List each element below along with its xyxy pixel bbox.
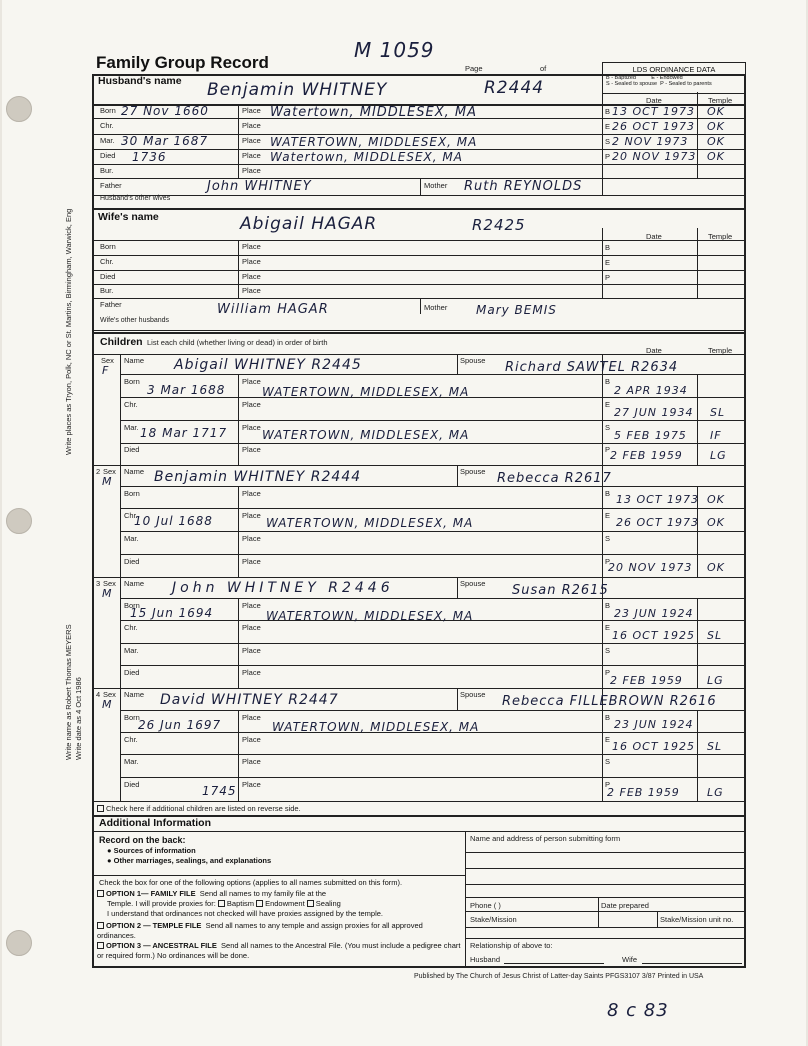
child3-chr-label: Chr. [124, 623, 138, 632]
child3-died-label: Died [124, 668, 140, 677]
baptism-label: Baptism [226, 899, 254, 908]
lds-key-sealed-parents: P - Sealed to parents [660, 81, 712, 87]
child4-ord-e-temple: SL [707, 740, 723, 753]
husband-father: John WHITNEY [207, 179, 312, 194]
child2-ord-e-date: 26 OCT 1973 [616, 516, 700, 529]
child2-mar-place-label: Place [242, 534, 261, 543]
child4-ord-s-label: S [605, 757, 611, 766]
husband-ord-p-date: 20 NOV 1973 [612, 150, 697, 163]
child4-ord-p-temple: LG [707, 786, 724, 799]
option2-title: OPTION 2 — TEMPLE FILE [106, 921, 202, 930]
husband-name-label: Husband's name [98, 75, 182, 87]
husband-name: Benjamin WHITNEY [207, 80, 388, 100]
child1-ord-s-date: 5 FEB 1975 [614, 429, 687, 442]
child3-ord-p-date: 2 FEB 1959 [610, 674, 683, 687]
child3-born-place-label: Place [242, 601, 261, 610]
children-label: Children [100, 336, 143, 348]
option2-checkbox[interactable] [97, 922, 104, 929]
child3-ord-e-label: E [605, 623, 611, 632]
wife-bur-place-label: Place [242, 286, 261, 295]
child2-died-place-label: Place [242, 557, 261, 566]
child3-ord-b-label: B [605, 601, 611, 610]
handwritten-page-note: 8 c 83 [607, 1000, 669, 1021]
file-number: M 1059 [354, 38, 435, 62]
page-title: Family Group Record [96, 53, 269, 72]
wife-name-label: Wife's name [98, 211, 159, 223]
child2-ord-p-date: 20 NOV 1973 [608, 561, 693, 574]
child1-chr-label: Chr. [124, 400, 138, 409]
phone-label: Phone ( ) [470, 901, 501, 910]
wife-died-place-label: Place [242, 272, 261, 281]
wife-born-label: Born [100, 242, 116, 251]
child1-ord-e-temple: SL [710, 406, 726, 419]
sidebar-write-date: Write date as 4 Oct 1986 [74, 677, 83, 760]
publisher-line: Published by The Church of Jesus Christ of Latter-day Saints PFGS3107 3/87 Printed in USA [414, 973, 704, 980]
name-address-label: Name and address of person submitting form [470, 834, 621, 843]
option2-text: Send all names to any temple and assign proxies for all approved ordinances. [97, 921, 423, 940]
husband-born-date: 27 Nov 1660 [121, 104, 209, 118]
husband-ord-e-label: E [605, 122, 611, 131]
sidebar-write-name: Write name as Robert Thomas MEYERS [64, 624, 73, 760]
child2-name-label: Name [124, 467, 145, 476]
child1-mar-place-label: Place [242, 423, 261, 432]
baptism-checkbox[interactable] [218, 900, 225, 907]
option1-line2: Temple. I will provide proxies for: [107, 899, 216, 908]
option3-checkbox[interactable] [97, 942, 104, 949]
child4-sex: M [102, 698, 113, 711]
relationship-husband-label: Husband [470, 955, 501, 964]
endowment-label: Endowment [265, 899, 305, 908]
child3-born-place: WATERTOWN, MIDDLESEX, MA [266, 609, 474, 623]
child2-sex-label: Sex [103, 467, 116, 476]
option1-checkbox[interactable] [97, 890, 104, 897]
wife-father: William HAGAR [217, 302, 329, 317]
child2-chr-label: Chr. [124, 511, 138, 520]
wife-temple-col: Temple [708, 232, 733, 241]
child1-mar-place: WATERTOWN, MIDDLESEX, MA [262, 428, 470, 442]
child1-born-place: WATERTOWN, MIDDLESEX, MA [262, 385, 470, 399]
husband-died-date: 1736 [132, 150, 167, 164]
child2-ord-p-label: P [605, 557, 611, 566]
punch-hole [6, 96, 32, 122]
children-temple-col: Temple [708, 346, 733, 355]
husband-mar-place: WATERTOWN, MIDDLESEX, MA [270, 135, 478, 149]
child1-ord-b-label: B [605, 377, 611, 386]
child4-born-label: Born [124, 713, 140, 722]
child3-died-place-label: Place [242, 668, 261, 677]
child4-ord-e-date: 16 OCT 1925 [612, 740, 696, 753]
child4-spouse-label: Spouse [460, 690, 486, 699]
option3-text: Send all names to the Ancestral File. (You must include a pedigree chart or required form.) No ordinances will be done. [97, 941, 461, 960]
child4-died-label: Died [124, 780, 140, 789]
husband-mar-label: Mar. [100, 136, 115, 145]
child2-ord-b-label: B [605, 489, 611, 498]
child2-ord-b-date: 13 OCT 1973 [616, 493, 700, 506]
wife-ord-p-label: P [605, 273, 611, 282]
child1-died-place-label: Place [242, 445, 261, 454]
husband-chr-label: Chr. [100, 121, 114, 130]
husband-died-place: Watertown, MIDDLESEX, MA [270, 150, 463, 164]
child1-ord-s-label: S [605, 423, 611, 432]
husband-father-label: Father [100, 181, 122, 190]
husband-ord-b-date: 13 OCT 1973 [612, 105, 696, 118]
child3-chr-place-label: Place [242, 623, 261, 632]
child1-ord-p-date: 2 FEB 1959 [610, 449, 683, 462]
option3-title: OPTION 3 — ANCESTRAL FILE [106, 941, 217, 950]
child1-ord-e-label: E [605, 400, 611, 409]
wife-name: Abigail HAGAR [240, 214, 378, 234]
page-label: Page [465, 64, 483, 73]
child2-ord-s-label: S [605, 534, 611, 543]
endowment-checkbox[interactable] [256, 900, 263, 907]
child1-sex: F [102, 364, 110, 377]
husband-mother: Ruth REYNOLDS [464, 179, 583, 194]
child2-chr-place-label: Place [242, 511, 261, 520]
husband-mar-date: 30 Mar 1687 [121, 134, 209, 148]
child4-name: David WHITNEY R2447 [160, 692, 339, 708]
child1-ord-p-label: P [605, 445, 611, 454]
child2-mar-label: Mar. [124, 534, 139, 543]
child4-died-date: 1745 [202, 784, 237, 798]
child3-spouse-label: Spouse [460, 579, 486, 588]
children-note: List each child (whether living or dead) in order of birth [147, 338, 328, 347]
child4-born-place-label: Place [242, 713, 261, 722]
check-additional-label: Check here if additional children are listed on reverse side. [106, 804, 301, 813]
option1-line3: I understand that ordinances not checked will have proxies assigned by the temple. [107, 909, 383, 918]
option1-title: OPTION 1— FAMILY FILE [106, 889, 196, 898]
sources-item: ● Sources of information [107, 846, 196, 855]
child4-chr-label: Chr. [124, 735, 138, 744]
punch-hole [6, 930, 32, 956]
child3-ord-p-temple: LG [707, 674, 724, 687]
sources-text: Sources of information [113, 846, 196, 855]
husband-ord-b-label: B [605, 107, 611, 116]
child3-born-date: 15 Jun 1694 [130, 606, 214, 620]
option3[interactable] [97, 941, 462, 961]
check-additional-children[interactable] [97, 804, 301, 813]
child2-chr-date: 10 Jul 1688 [134, 514, 213, 528]
husband-bur-place-label: Place [242, 166, 261, 175]
stake-mission-unit-label: Stake/Mission unit no. [660, 915, 734, 924]
child1-mar-label: Mar. [124, 423, 139, 432]
child4-spouse: Rebecca FILLEBROWN R2616 [502, 694, 717, 709]
child3-born-label: Born [124, 601, 140, 610]
wife-father-label: Father [100, 300, 122, 309]
husband-ord-e-temple: OK [707, 120, 725, 133]
child4-born-place: WATERTOWN, MIDDLESEX, MA [272, 720, 480, 734]
child3-num: 3 [96, 579, 101, 588]
husband-ord-s-label: S [605, 137, 611, 146]
husband-mother-label: Mother [424, 181, 448, 190]
wife-other-husbands-label: Wife's other husbands [100, 317, 170, 324]
child2-died-label: Died [124, 557, 140, 566]
child1-ord-b-date: 2 APR 1934 [614, 384, 688, 397]
children-date-col: Date [646, 346, 662, 355]
child1-name-label: Name [124, 356, 145, 365]
husband-born-label: Born [100, 106, 116, 115]
husband-ord-b-temple: OK [707, 105, 725, 118]
child3-sex-label: Sex [103, 579, 116, 588]
lds-key-sealed-spouse: S - Sealed to spouse [606, 81, 658, 87]
child3-sex: M [102, 587, 113, 600]
date-prepared-label: Date prepared [601, 901, 649, 910]
wife-chr-label: Chr. [100, 257, 114, 266]
child1-born-date: 3 Mar 1688 [147, 383, 226, 397]
child4-ord-b-date: 23 JUN 1924 [614, 718, 694, 731]
child2-ord-p-temple: OK [707, 561, 725, 574]
child1-born-label: Born [124, 377, 140, 386]
child2-ord-e-temple: OK [707, 516, 725, 529]
wife-ord-b-label: B [605, 243, 611, 252]
other-marriages-item: ● Other marriages, sealings, and explanations [107, 856, 272, 865]
child3-mar-label: Mar. [124, 646, 139, 655]
husband-bur-label: Bur. [100, 166, 114, 175]
husband-ref: R2444 [484, 78, 545, 98]
option1-text: Send all names to my family file at the [199, 889, 327, 898]
child4-chr-place-label: Place [242, 735, 261, 744]
husband-ord-p-temple: OK [707, 150, 725, 163]
child2-num: 2 [96, 467, 101, 476]
child2-born-place-label: Place [242, 489, 261, 498]
child1-ord-e-date: 27 JUN 1934 [614, 406, 694, 419]
additional-info-label: Additional Information [99, 817, 211, 829]
punch-hole [6, 508, 32, 534]
child1-mar-date: 18 Mar 1717 [140, 426, 228, 440]
husband-other-wives-label: Husband's other wives [100, 195, 171, 202]
child3-name-label: Name [124, 579, 145, 588]
other-marriages-text: Other marriages, sealings, and explanations [113, 856, 272, 865]
husband-born-place-label: Place [242, 106, 261, 115]
husband-ord-s-temple: OK [707, 135, 725, 148]
husband-ord-e-date: 26 OCT 1973 [612, 120, 696, 133]
child4-ord-b-label: B [605, 713, 611, 722]
child1-sex-label: Sex [101, 356, 114, 365]
child2-ord-e-label: E [605, 511, 611, 520]
husband-died-label: Died [100, 151, 116, 160]
wife-ref: R2425 [472, 216, 526, 234]
husband-chr-place-label: Place [242, 121, 261, 130]
child3-ord-s-label: S [605, 646, 611, 655]
child2-name: Benjamin WHITNEY R2444 [154, 469, 362, 485]
child4-ord-e-label: E [605, 735, 611, 744]
child2-chr-place: WATERTOWN, MIDDLESEX, MA [266, 516, 474, 530]
record-back-label: Record on the back: [99, 835, 186, 845]
form-page [2, 0, 806, 1046]
child2-ord-b-temple: OK [707, 493, 725, 506]
sealing-checkbox[interactable] [307, 900, 314, 907]
child4-born-date: 26 Jun 1697 [138, 718, 222, 732]
child3-ord-b-date: 23 JUN 1924 [614, 607, 694, 620]
husband-ord-p-label: P [605, 152, 611, 161]
child1-ord-p-temple: LG [710, 449, 727, 462]
child3-spouse: Susan R2615 [512, 583, 609, 598]
child2-spouse: Rebecca R2617 [497, 471, 612, 486]
husband-mar-place-label: Place [242, 136, 261, 145]
child2-born-label: Born [124, 489, 140, 498]
lds-title: LDS ORDINANCE DATA [632, 65, 716, 74]
wife-born-place-label: Place [242, 242, 261, 251]
of-label: of [540, 64, 547, 73]
child4-num: 4 [96, 690, 101, 699]
wife-chr-place-label: Place [242, 257, 261, 266]
option1[interactable] [97, 889, 462, 919]
child1-name: Abigail WHITNEY R2445 [174, 357, 362, 373]
child4-ord-p-date: 2 FEB 1959 [607, 786, 680, 799]
lds-key-baptized: B - Baptized [606, 75, 636, 81]
child1-chr-place-label: Place [242, 400, 261, 409]
stake-mission-label: Stake/Mission [470, 915, 517, 924]
lds-key-endowed: E - Endowed [651, 75, 683, 81]
wife-bur-label: Bur. [100, 286, 114, 295]
husband-date-col: Date [646, 96, 662, 105]
child1-died-label: Died [124, 445, 140, 454]
child1-ord-s-temple: IF [710, 429, 722, 442]
child3-name: John WHITNEY R2446 [172, 580, 394, 596]
wife-died-label: Died [100, 272, 116, 281]
child2-sex: M [102, 475, 113, 488]
husband-ord-s-date: 2 NOV 1973 [612, 135, 689, 148]
child3-ord-e-date: 16 OCT 1925 [612, 629, 696, 642]
child1-spouse: Richard SAWTEL R2634 [505, 360, 679, 375]
wife-ord-e-label: E [605, 258, 611, 267]
sealing-label: Sealing [315, 899, 341, 908]
option2[interactable] [97, 921, 462, 941]
husband-born-place: Watertown, MIDDLESEX, MA [270, 105, 478, 120]
wife-mother: Mary BEMIS [476, 303, 557, 317]
relationship-label: Relationship of above to: [470, 941, 553, 950]
child4-sex-label: Sex [103, 690, 116, 699]
child3-mar-place-label: Place [242, 646, 261, 655]
husband-temple-col: Temple [708, 96, 733, 105]
child2-spouse-label: Spouse [460, 467, 486, 476]
child1-born-place-label: Place [242, 377, 261, 386]
wife-date-col: Date [646, 232, 662, 241]
child1-spouse-label: Spouse [460, 356, 486, 365]
child3-ord-p-label: P [605, 668, 611, 677]
wife-mother-label: Mother [424, 303, 448, 312]
child4-name-label: Name [124, 690, 145, 699]
child4-died-place-label: Place [242, 780, 261, 789]
husband-died-place-label: Place [242, 151, 261, 160]
check-box-instruction: Check the box for one of the following options (applies to all names submitted on this form). [99, 878, 403, 887]
sidebar-write-places: Write places as Tryon, Polk, NC or St. Martins, Birmingham, Warwick, Eng [64, 208, 73, 455]
child4-ord-p-label: P [605, 780, 611, 789]
child4-mar-label: Mar. [124, 757, 139, 766]
additional-children-checkbox[interactable] [97, 805, 104, 812]
child3-ord-e-temple: SL [707, 629, 723, 642]
child4-mar-place-label: Place [242, 757, 261, 766]
relationship-wife-label: Wife [622, 955, 637, 964]
